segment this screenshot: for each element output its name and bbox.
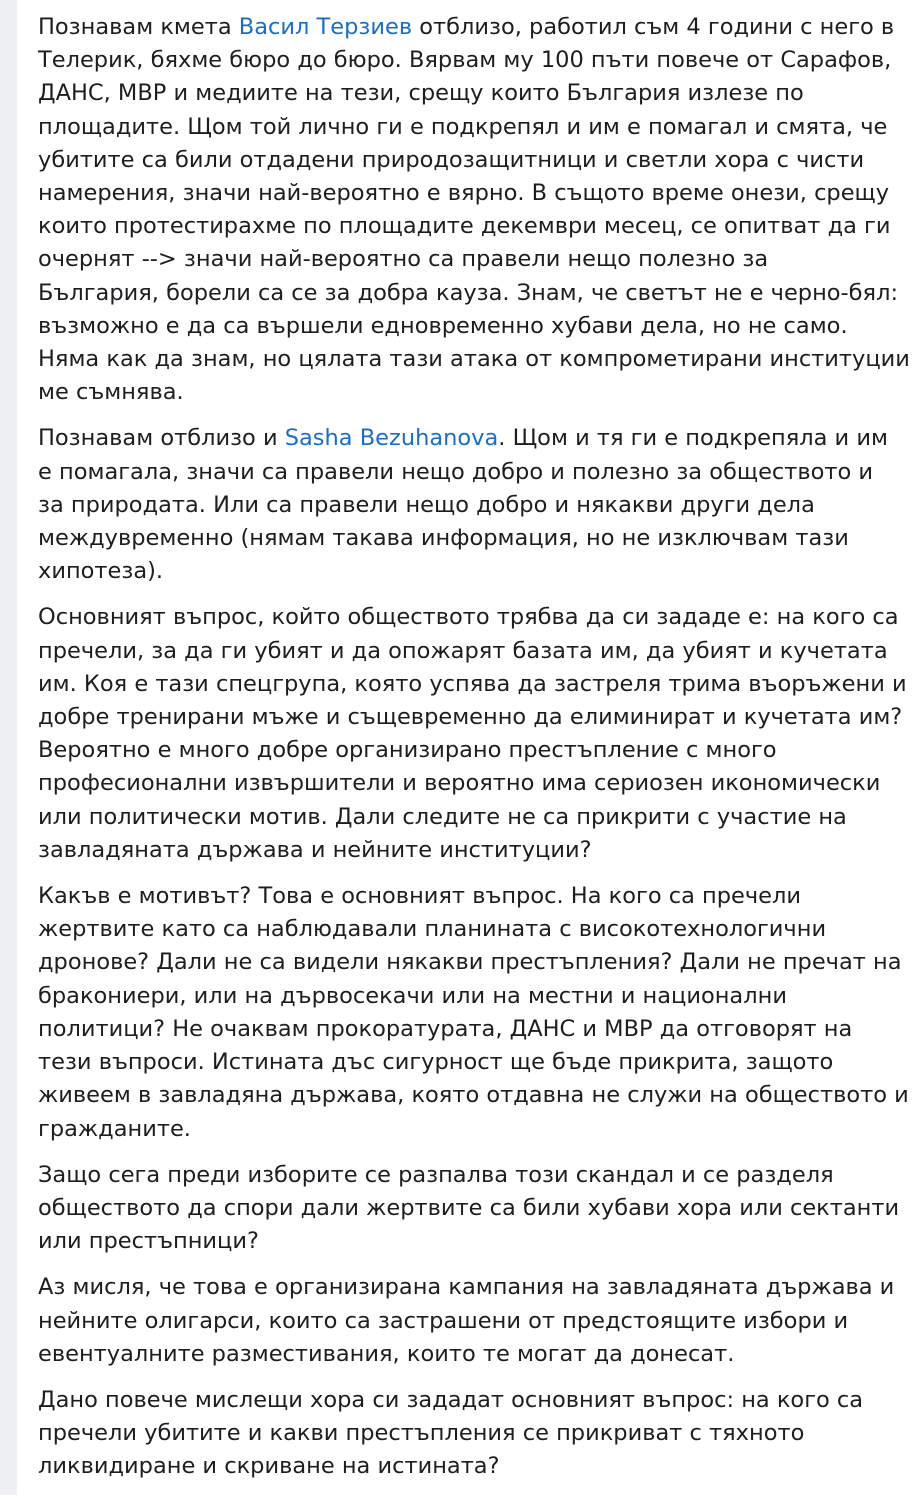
text-line bbox=[38, 422, 918, 455]
text-line bbox=[38, 980, 918, 1013]
text-line bbox=[38, 668, 918, 701]
post-paragraph bbox=[38, 1271, 918, 1371]
text-segment: възможно е да са вършели едновременно хубави дела, но не само. bbox=[38, 312, 848, 339]
text-segment: гражданите. bbox=[38, 1115, 191, 1142]
text-segment: за природата. Или са правели нещо добро и някакви други дела bbox=[38, 491, 815, 518]
text-line bbox=[38, 946, 918, 979]
text-segment: е помагала, значи са правели нещо добро и полезно за обществото и bbox=[38, 458, 874, 485]
post-paragraph bbox=[38, 422, 918, 588]
text-line bbox=[38, 44, 918, 77]
text-segment: Дано повече мислещи хора си зададат основният въпрос: на кого са bbox=[38, 1386, 864, 1413]
text-segment: Познавам кмета bbox=[38, 14, 239, 40]
text-segment: Вероятно е много добре организирано престъпление с много bbox=[38, 737, 777, 764]
text-segment: ликвидиране и скриване на истината? bbox=[38, 1453, 500, 1480]
text-segment: междувременно (нямам такава информация, но не изключвам тази bbox=[38, 525, 849, 552]
text-segment: професионални извършители и вероятно има сериозен икономически bbox=[38, 770, 881, 797]
text-line bbox=[38, 1271, 918, 1304]
text-line bbox=[38, 1305, 918, 1338]
text-segment: отблизо, работил съм 4 години с него в bbox=[412, 14, 895, 40]
person-mention-link[interactable]: Sasha Bezuhanova bbox=[284, 425, 499, 452]
text-segment: хипотеза). bbox=[38, 558, 164, 585]
post-body bbox=[38, 11, 918, 1497]
post-paragraph bbox=[38, 1384, 918, 1484]
text-line bbox=[38, 635, 918, 668]
post-paragraph bbox=[38, 880, 918, 1146]
text-segment: живеем в завладяна държава, която отдавна не служи на обществото и bbox=[38, 1082, 909, 1109]
text-segment: Аз мисля, че това е организирана кампания на завладяната държава и bbox=[38, 1274, 895, 1301]
text-segment: нейните олигарси, които са застрашени от предстоящите избори и bbox=[38, 1307, 849, 1334]
text-line bbox=[38, 801, 918, 834]
left-gutter bbox=[0, 0, 17, 1495]
text-line bbox=[38, 456, 918, 489]
text-line bbox=[38, 111, 918, 144]
text-line bbox=[38, 1192, 918, 1225]
text-line bbox=[38, 522, 918, 555]
text-segment: пречели, за да ги убият и да опожарят базата им, да убият и кучетата bbox=[38, 637, 888, 664]
text-segment: Основният въпрос, който обществото трябва да си зададе е: на кого са bbox=[38, 604, 899, 631]
text-segment: които протестирахме по площадите декември месец, се опитват да ги bbox=[38, 213, 891, 240]
text-segment: им. Коя е тази спецгрупа, която успява да застреля трима въоръжени и bbox=[38, 670, 907, 697]
text-line bbox=[38, 489, 918, 522]
text-line bbox=[38, 601, 918, 634]
text-segment: завладяната държава и нейните институции? bbox=[38, 836, 592, 863]
text-line bbox=[38, 555, 918, 588]
text-segment: Какъв е мотивът? Това е основният въпрос. На кого са пречели bbox=[38, 883, 802, 910]
text-line bbox=[38, 1450, 918, 1483]
post-paragraph bbox=[38, 11, 918, 409]
text-segment: или политически мотив. Дали следите не са прикрити с участие на bbox=[38, 803, 847, 830]
text-segment: Телерик, бяхме бюро до бюро. Вярвам му 100 пъти повече от Сарафов, bbox=[38, 47, 892, 74]
text-segment: дронове? Дали не са видели някакви престъпления? Дали не пречат на bbox=[38, 949, 902, 976]
text-segment: пречели убитите и какви престъпления се прикриват с тяхното bbox=[38, 1420, 805, 1447]
text-line bbox=[38, 277, 918, 310]
text-line bbox=[38, 376, 918, 409]
post-paragraph bbox=[38, 1159, 918, 1259]
text-segment: Познавам отблизо и bbox=[38, 425, 285, 452]
post-paragraph bbox=[38, 601, 918, 867]
text-segment: евентуалните разместивания, които те могат да донесат. bbox=[38, 1340, 735, 1367]
text-segment: добре тренирани мъже и същевременно да елиминират и кучетата им? bbox=[38, 704, 903, 731]
text-segment: . Щом и тя ги е подкрепяла и им bbox=[498, 425, 888, 452]
text-segment: ДАНС, МВР и медиите на тези, срещу които България излезе по bbox=[38, 80, 804, 107]
text-line bbox=[38, 913, 918, 946]
text-line bbox=[38, 767, 918, 800]
person-mention-link[interactable]: Васил Терзиев bbox=[238, 14, 413, 40]
text-line bbox=[38, 343, 918, 376]
text-segment: тези въпроси. Истината дъс сигурност ще бъде прикрита, защото bbox=[38, 1049, 834, 1076]
text-line bbox=[38, 1159, 918, 1192]
text-line bbox=[38, 1113, 918, 1146]
text-line bbox=[38, 243, 918, 276]
text-segment: политици? Не очаквам прокоратурата, ДАНС и МВР да отговорят на bbox=[38, 1015, 853, 1042]
text-segment: жертвите като са наблюдавали планината с високотехнологични bbox=[38, 916, 827, 943]
text-line bbox=[38, 834, 918, 867]
text-segment: очернят --> значи най-вероятно са правели нещо полезно за bbox=[38, 246, 769, 273]
text-segment: ме съмнява. bbox=[38, 379, 184, 406]
text-line bbox=[38, 701, 918, 734]
text-line bbox=[38, 210, 918, 243]
text-line bbox=[38, 1046, 918, 1079]
text-segment: България, борели са се за добра кауза. Знам, че светът не е черно-бял: bbox=[38, 279, 899, 306]
text-line bbox=[38, 1384, 918, 1417]
text-segment: убитите са били отдадени природозащитници и светли хора с чисти bbox=[38, 146, 865, 173]
text-segment: Защо сега преди изборите се разпалва този скандал и се разделя bbox=[38, 1161, 834, 1188]
text-segment: Няма как да знам, но цялата тази атака от компрометирани институции bbox=[38, 346, 910, 373]
text-line bbox=[38, 1013, 918, 1046]
text-line bbox=[38, 144, 918, 177]
text-line bbox=[38, 177, 918, 210]
text-line bbox=[38, 310, 918, 343]
text-segment: площадите. Щом той лично ги е подкрепял и им е помагал и смята, че bbox=[38, 113, 888, 140]
text-line bbox=[38, 1417, 918, 1450]
text-line bbox=[38, 11, 918, 44]
text-line bbox=[38, 1225, 918, 1258]
text-line bbox=[38, 1338, 918, 1371]
text-line bbox=[38, 734, 918, 767]
text-line bbox=[38, 880, 918, 913]
text-line bbox=[38, 1079, 918, 1112]
text-segment: бракониери, или на дървосекачи или на местни и национални bbox=[38, 982, 787, 1009]
text-segment: намерения, значи най-вероятно е вярно. В същото време онези, срещу bbox=[38, 180, 890, 207]
text-segment: или престъпници? bbox=[38, 1228, 259, 1255]
text-line bbox=[38, 77, 918, 110]
text-segment: обществото да спори дали жертвите са били хубави хора или сектанти bbox=[38, 1194, 900, 1221]
